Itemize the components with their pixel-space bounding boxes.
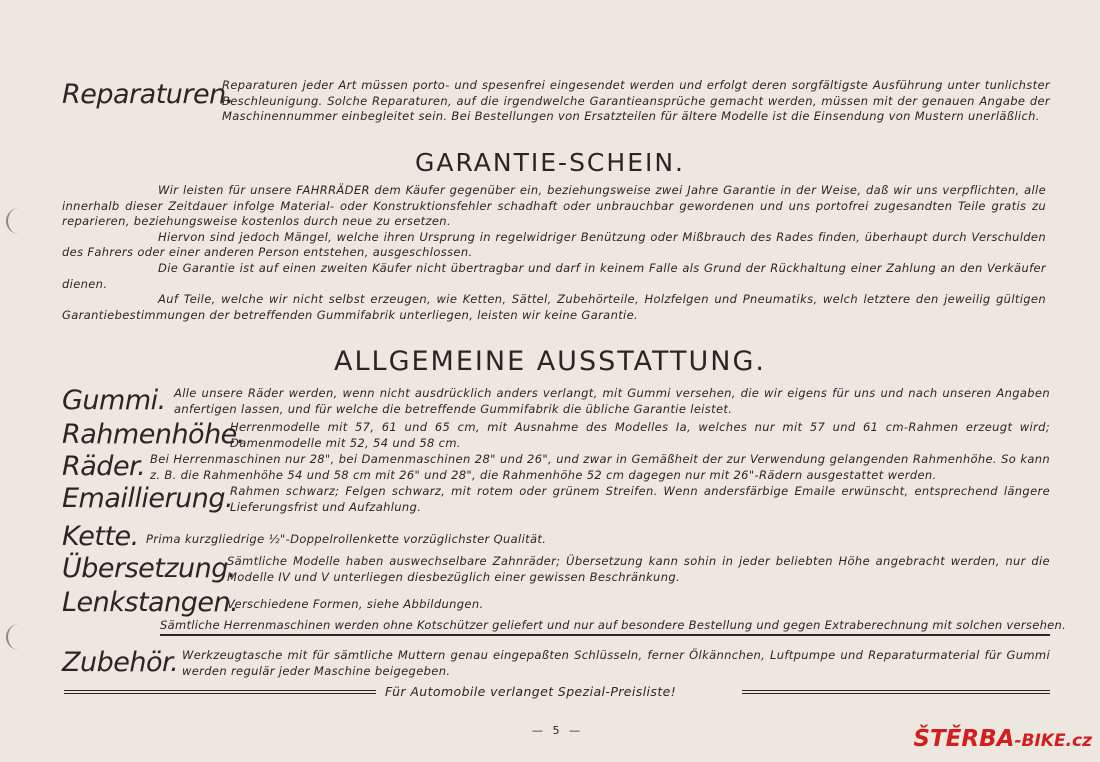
- reparaturen-text: Reparaturen jeder Art müssen porto- und spesenfrei eingesendet werden und erfolgt deren sorgfältigste Ausführung unter tunlichster Beschleunigung. Solche Reparaturen, auf die irgendwelche Garantieansprüche gemacht werden, müssen mit der genauen Angabe der Maschinennummer einbegleitet sein. Bei Bestellungen von Ersatzteilen für ältere Modelle ist die Einsendung von Mustern unerläßlich.: [222, 78, 1050, 124]
- item-rahmenhoehe: [62, 420, 1050, 451]
- garantie-paragraph: Wir leisten für unsere FAHRRÄDER dem Käufer gegenüber ein, beziehungsweise zwei Jahre Garantie in der Weise, daß wir uns verpflichten, alle innerhalb dieser Zeitdauer infolge Material- oder Konstruktionsfehler schadhaft oder unbrauchbar gewordenen und uns portofrei zugesandten Teile gratis zu reparieren, beziehungsweise kostenlos durch neue zu ersetzen.: [62, 183, 1046, 229]
- watermark-brand: ŠTĚRBA: [913, 726, 1015, 752]
- raeder-heading: Räder.: [62, 451, 146, 482]
- uebersetzung-text: Sämtliche Modelle haben auswechselbare Zahnräder; Übersetzung kann sohin in jeder beliebten Höhe angebracht werden, nur die Modelle IV und V unterliegen diesbezüglich einer gewissen Beschränkung.: [227, 554, 1050, 584]
- lenkstangen-heading: Lenkstangen.: [62, 587, 239, 618]
- garantie-paragraph: Hiervon sind jedoch Mängel, welche ihren Ursprung in regelwidriger Benützung oder Mißbrauch des Rades finden, überhaupt durch Verschulden des Fahrers oder einer anderen Person entstehen, ausgeschlossen.: [62, 229, 1046, 260]
- item-uebersetzung: [62, 554, 1050, 585]
- zubehoer-text: Werkzeugtasche mit für sämtliche Muttern genau eingepaßten Schlüsseln, ferner Ölkännchen, Luftpumpe und Reparaturmaterial für Gummi werden regulär jeder Maschine beigegeben.: [182, 648, 1050, 678]
- footer-rule-right: [742, 690, 1050, 694]
- automobile-note: Für Automobile verlanget Spezial-Preisliste!: [385, 684, 677, 699]
- site-watermark: [913, 726, 1092, 752]
- kette-heading: Kette.: [62, 521, 139, 552]
- emaillierung-text: Rahmen schwarz; Felgen schwarz, mit rotem oder grünem Streifen. Wenn andersfärbige Emaile erwünscht, entsprechend längere Lieferungsfrist und Aufzahlung.: [230, 484, 1050, 514]
- item-lenkstangen: [62, 588, 1050, 618]
- lenkstangen-text: Verschiedene Formen, siehe Abbildungen.: [227, 597, 484, 611]
- page-number: — 5 —: [532, 724, 583, 737]
- item-emaillierung: [62, 484, 1050, 515]
- ausstattung-title: ALLGEMEINE AUSSTATTUNG.: [334, 346, 766, 377]
- gummi-heading: Gummi.: [62, 385, 166, 416]
- rahmenhoehe-text: Herrenmodelle mit 57, 61 und 65 cm, mit Ausnahme des Modelles Ia, welches nur mit 57 und 61 cm-Rahmen erzeugt wird; Damenmodelle mit 52, 54 und 58 cm.: [230, 420, 1050, 450]
- garantie-text: [62, 183, 1046, 323]
- item-kette: [62, 522, 1050, 552]
- punch-hole-mark: [6, 624, 30, 650]
- punch-hole-mark: [6, 208, 30, 234]
- gummi-text: Alle unsere Räder werden, wenn nicht ausdrücklich anders verlangt, mit Gummi versehen, die wir eigens für uns und nach unseren Angaben anfertigen lassen, und für welche die betreffende Gummifabrik die übliche Garantie leistet.: [174, 386, 1050, 416]
- footer-rule-left: [64, 690, 376, 694]
- rahmenhoehe-heading: Rahmenhöhe.: [62, 419, 245, 450]
- zubehoer-heading: Zubehör.: [62, 647, 179, 678]
- section-reparaturen: [62, 78, 1050, 125]
- raeder-text: Bei Herrenmaschinen nur 28", bei Damenmaschinen 28" und 26", und zwar in Gemäßheit der zur Verwendung gelangenden Rahmenhöhe. So kann z. B. die Rahmenhöhe 54 und 58 cm mit 26" und 28", die Rahmenhöhe 52 cm dagegen nur mit 26"-Rädern ausgestattet werden.: [150, 452, 1050, 482]
- emaillierung-heading: Emaillierung.: [62, 483, 234, 514]
- garantie-paragraph: Die Garantie ist auf einen zweiten Käufer nicht übertragbar und darf in keinem Falle als Grund der Rückhaltung einer Zahlung an den Verkäufer dienen.: [62, 260, 1046, 291]
- garantie-paragraph: Auf Teile, welche wir nicht selbst erzeugen, wie Ketten, Sättel, Zubehörteile, Holzfelgen und Pneumatiks, welch letztere den jeweilig gültigen Garantiebestimmungen der betreffenden Gummifabrik unterliegen, leisten wir keine Garantie.: [62, 292, 1046, 322]
- watermark-domain: -BIKE.cz: [1014, 731, 1092, 751]
- item-zubehoer: [62, 648, 1050, 679]
- kette-text: Prima kurzgliedrige ½"-Doppelrollenkette vorzüglichster Qualität.: [146, 532, 547, 546]
- item-gummi: [62, 386, 1050, 417]
- uebersetzung-heading: Übersetzung.: [62, 553, 236, 584]
- kotschuetzer-notice: Sämtliche Herrenmaschinen werden ohne Kotschützer geliefert und nur auf besondere Bestellung und gegen Extraberechnung mit solchen versehen.: [160, 618, 1050, 636]
- reparaturen-heading: Reparaturen.: [62, 79, 234, 110]
- garantie-title: GARANTIE-SCHEIN.: [414, 148, 686, 177]
- item-raeder: [62, 452, 1050, 483]
